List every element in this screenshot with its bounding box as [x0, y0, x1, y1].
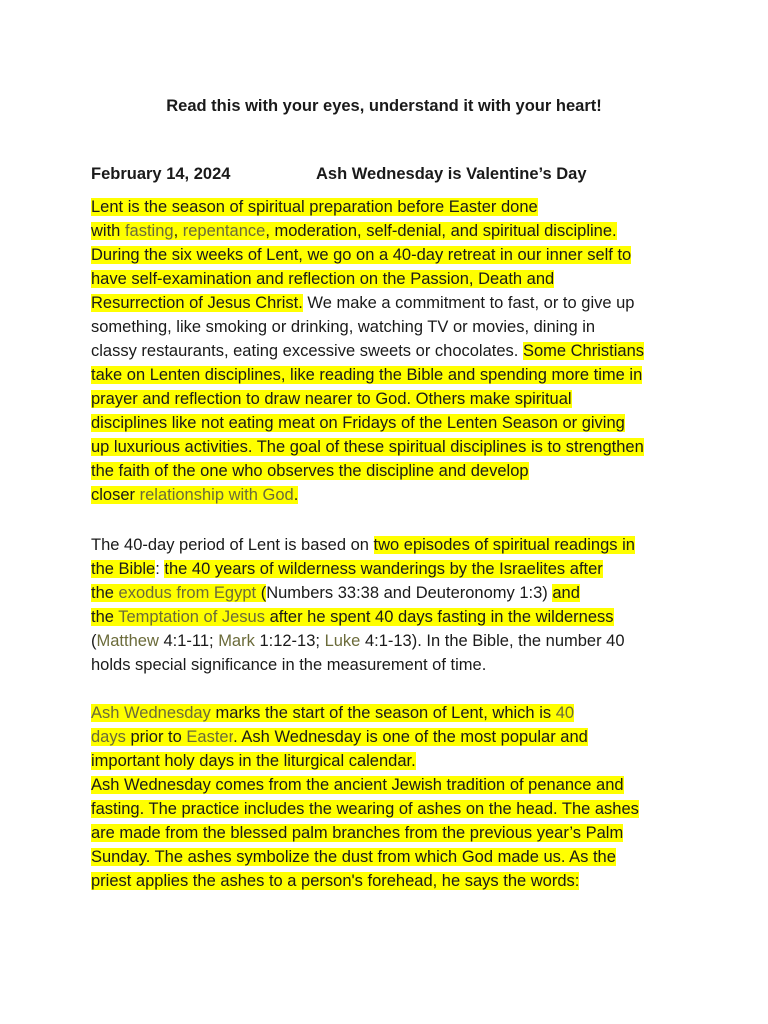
forty-days-link[interactable]: 40 — [555, 704, 575, 722]
luke-link[interactable]: Luke — [324, 632, 361, 650]
highlighted-text: prayer and reflection to draw nearer to God. Others make spiritual — [91, 390, 572, 408]
highlighted-text: have self-examination and reflection on the Passion, Death and — [91, 270, 555, 288]
highlighted-text: . Ash Wednesday is one of the most popular and — [233, 728, 588, 746]
text-line — [91, 605, 691, 629]
text-line — [91, 749, 691, 773]
highlighted-text: two episodes of spiritual readings in — [373, 536, 635, 554]
highlighted-text: closer — [91, 486, 140, 504]
text-line — [91, 291, 691, 315]
highlighted-text: after he spent 40 days fasting in the wilderness — [264, 608, 614, 626]
highlighted-text: priest applies the ashes to a person's forehead, he says the words: — [91, 872, 580, 890]
plain-text: : — [155, 560, 165, 578]
text-line — [91, 821, 691, 845]
text-line: something, like smoking or drinking, watching TV or movies, dining in — [91, 318, 596, 336]
forty-days-link[interactable]: days — [91, 728, 126, 746]
plain-text: ( — [91, 632, 97, 650]
text-line — [91, 773, 691, 797]
fasting-link[interactable]: fasting — [124, 222, 174, 240]
highlighted-text: , — [173, 222, 183, 240]
text-line — [91, 459, 691, 483]
paragraph-lent-season — [91, 195, 691, 507]
highlighted-text: the — [91, 608, 119, 626]
highlighted-text: During the six weeks of Lent, we go on a 40-day retreat in our inner self to — [91, 246, 632, 264]
text-line — [91, 725, 691, 749]
highlighted-text: . — [293, 486, 299, 504]
highlighted-text: the 40 years of wilderness wanderings by the Israelites after — [164, 560, 603, 578]
text-line — [91, 845, 691, 869]
highlighted-text: with — [91, 222, 125, 240]
text-line — [91, 581, 691, 605]
exodus-from-egypt-link[interactable]: exodus from Egypt — [118, 584, 257, 602]
paragraph-forty-days — [91, 533, 691, 677]
date-heading — [91, 162, 711, 186]
plain-text: We make a commitment to fast, or to give up — [302, 294, 635, 312]
text-line — [91, 629, 691, 653]
text-line — [91, 219, 691, 243]
highlighted-text: and — [552, 584, 580, 602]
plain-text: The 40-day period of Lent is based on — [91, 536, 374, 554]
highlighted-text: Some Christians — [522, 342, 644, 360]
plain-text: 1:12-13; — [254, 632, 325, 650]
highlighted-text: Sunday. The ashes symbolize the dust from which God made us. As the — [91, 848, 616, 866]
date-text: February 14, 2024 — [91, 165, 231, 183]
paragraph-ash-wednesday — [91, 701, 691, 893]
highlighted-text: disciplines like not eating meat on Fridays of the Lenten Season or giving — [91, 414, 625, 432]
text-line — [91, 243, 691, 267]
plain-text: 4:1-11; — [158, 632, 219, 650]
easter-link[interactable]: Easter — [186, 728, 234, 746]
temptation-of-jesus-link[interactable]: Temptation of Jesus — [118, 608, 265, 626]
highlighted-text: fasting. The practice includes the wearing of ashes on the head. The ashes — [91, 800, 639, 818]
text-line — [91, 533, 691, 557]
text-line — [91, 483, 691, 507]
document-title: Read this with your eyes, understand it with your heart! — [166, 97, 602, 115]
matthew-link[interactable]: Matthew — [96, 632, 159, 650]
highlighted-text: the faith of the one who observes the discipline and develop — [91, 462, 529, 480]
text-line — [91, 387, 691, 411]
text-line — [91, 797, 691, 821]
text-line — [91, 267, 691, 291]
highlighted-text: are made from the blessed palm branches from the previous year’s Palm — [91, 824, 624, 842]
text-line — [91, 195, 691, 219]
highlighted-text: Lent is the season of spiritual preparation before Easter done — [91, 198, 538, 216]
text-line — [91, 701, 691, 725]
highlighted-text: The goal of these spiritual disciplines is to strengthen — [252, 438, 644, 456]
plain-text: classy restaurants, eating excessive sweets or chocolates. — [91, 342, 523, 360]
highlighted-text: prior to — [125, 728, 187, 746]
highlighted-text: ( — [256, 584, 267, 602]
plain-text: Numbers 33:38 and Deuteronomy 1:3) — [266, 584, 548, 602]
heading-subject: Ash Wednesday is Valentine’s Day — [316, 165, 587, 183]
highlighted-text: the Bible — [91, 560, 156, 578]
text-line — [91, 435, 691, 459]
highlighted-text: important holy days in the liturgical calendar. — [91, 752, 416, 770]
text-line — [91, 339, 691, 363]
relationship-with-god-link[interactable]: relationship with God — [139, 486, 294, 504]
highlighted-text: the — [91, 584, 119, 602]
highlighted-text: up luxurious activities. — [91, 438, 253, 456]
mark-link[interactable]: Mark — [218, 632, 255, 650]
repentance-link[interactable]: repentance — [182, 222, 266, 240]
text-line: holds special significance in the measurement of time. — [91, 656, 487, 674]
text-line — [91, 869, 691, 893]
highlighted-text: take on Lenten disciplines, like reading the Bible and spending more time in — [91, 366, 643, 384]
text-line — [91, 363, 691, 387]
text-line — [91, 411, 691, 435]
ash-wednesday-link[interactable]: Ash Wednesday — [91, 704, 211, 722]
highlighted-text: , moderation, self-denial, and spiritual discipline. — [265, 222, 617, 240]
highlighted-text: marks the start of the season of Lent, which is — [210, 704, 556, 722]
highlighted-text: Resurrection of Jesus Christ. — [91, 294, 303, 312]
text-line — [91, 557, 691, 581]
highlighted-text: Ash Wednesday comes from the ancient Jewish tradition of penance and — [91, 776, 624, 794]
plain-text: 4:1-13). In the Bible, the number 40 — [360, 632, 625, 650]
